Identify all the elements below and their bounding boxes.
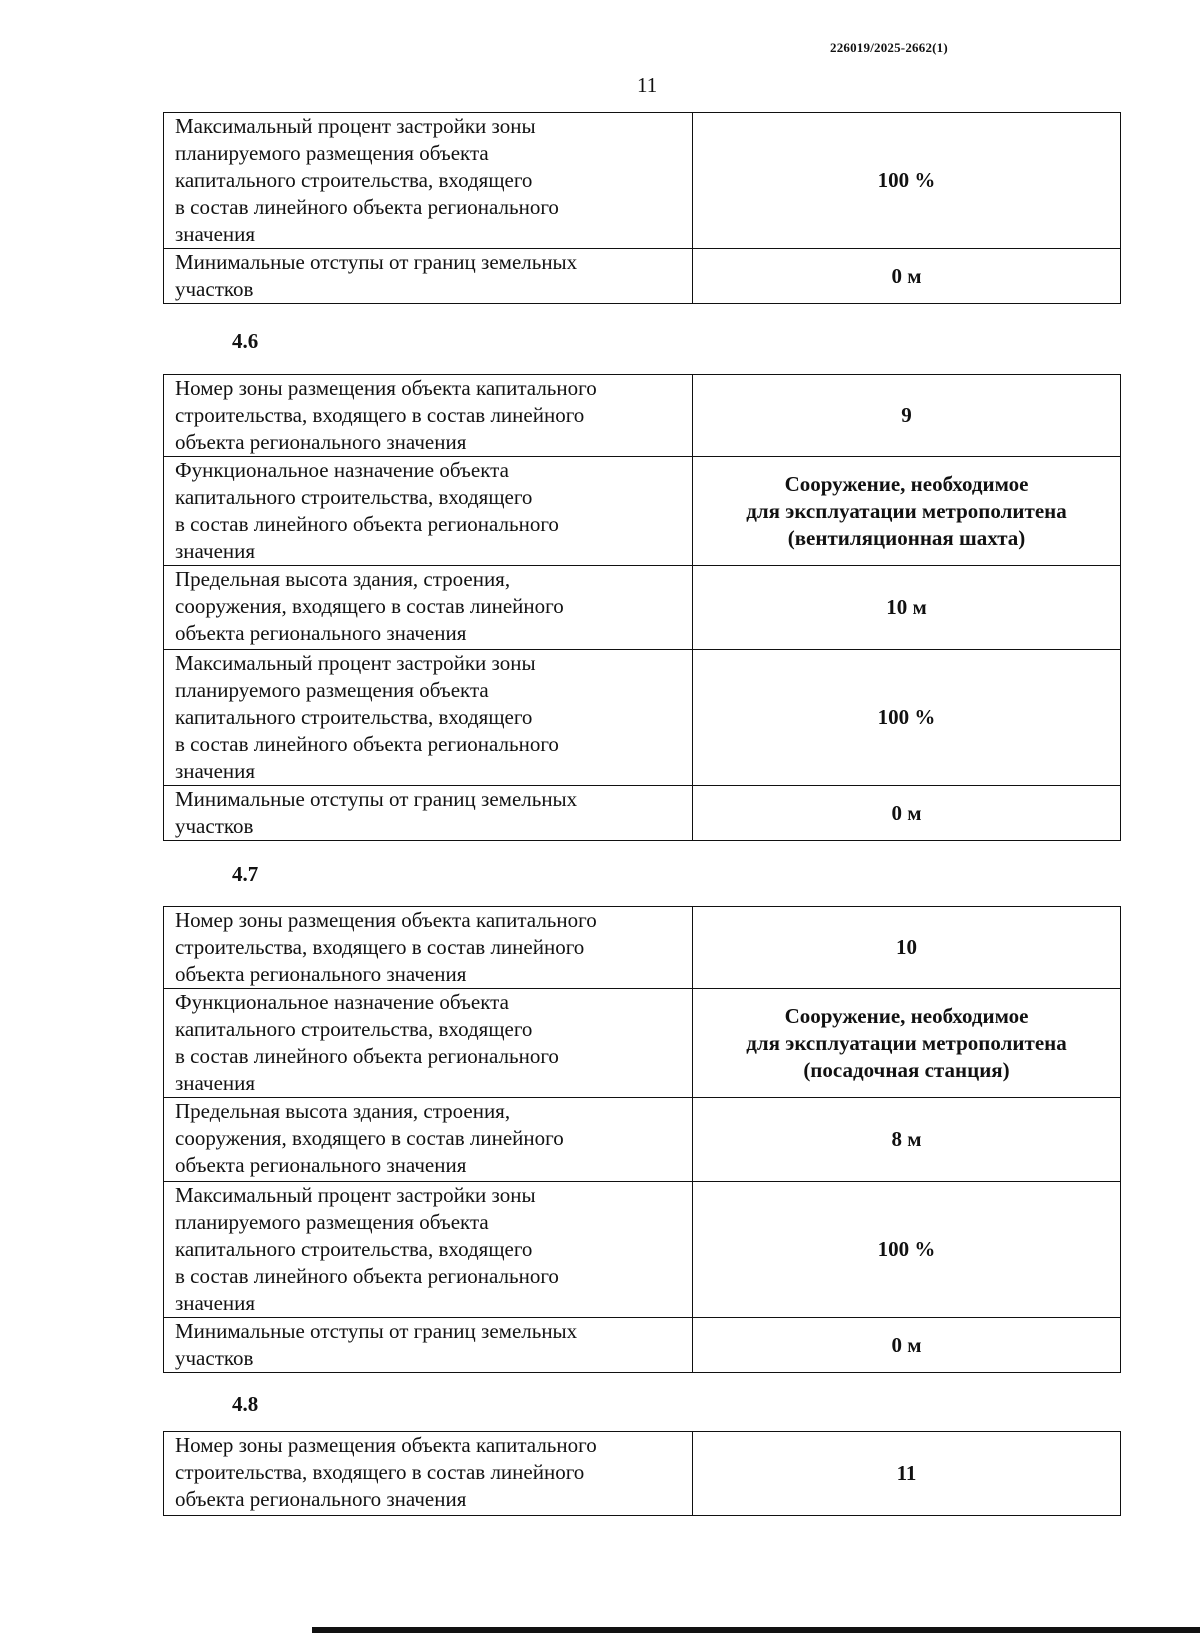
row-label: Максимальный процент застройки зоны планируемого размещения объекта капитального строительства, входящего в состав линейного объекта регионального значения [164,113,693,249]
row-value: 10 [693,907,1121,989]
row-label: Номер зоны размещения объекта капитального строительства, входящего в состав линейного объекта регионального значения [164,907,693,989]
table-row [164,1182,1121,1318]
row-label: Номер зоны размещения объекта капитального строительства, входящего в состав линейного объекта регионального значения [164,375,693,457]
row-value: 0 м [693,786,1121,841]
table-row [164,375,1121,457]
parameters-table-continuation [163,112,1121,304]
row-value: 100 % [693,1182,1121,1318]
parameters-table-4-6 [163,374,1121,841]
table-row [164,989,1121,1098]
row-value: 9 [693,375,1121,457]
parameters-table-4-8 [163,1431,1121,1516]
row-value: 10 м [693,566,1121,650]
row-label: Номер зоны размещения объекта капитального строительства, входящего в состав линейного объекта регионального значения [164,1432,693,1516]
parameters-table-4-7 [163,906,1121,1373]
row-value: 100 % [693,113,1121,249]
row-value: 8 м [693,1098,1121,1182]
table-row [164,566,1121,650]
row-label: Минимальные отступы от границ земельных участков [164,1318,693,1373]
row-value: 11 [693,1432,1121,1516]
table-row [164,650,1121,786]
document-number: 226019/2025-2662(1) [830,40,948,55]
row-value: Сооружение, необходимое для эксплуатации метрополитена (вентиляционная шахта) [693,457,1121,566]
table-row [164,907,1121,989]
row-label: Минимальные отступы от границ земельных участков [164,249,693,304]
row-label: Функциональное назначение объекта капитального строительства, входящего в состав линейного объекта регионального значения [164,989,693,1098]
table-row [164,457,1121,566]
section-heading-4-8: 4.8 [232,1392,259,1416]
row-value: 0 м [693,249,1121,304]
table-row [164,786,1121,841]
row-label: Предельная высота здания, строения, сооружения, входящего в состав линейного объекта регионального значения [164,1098,693,1182]
row-value: Сооружение, необходимое для эксплуатации метрополитена (посадочная станция) [693,989,1121,1098]
page-number: 11 [637,73,658,97]
section-heading-4-6: 4.6 [232,329,259,353]
page-bottom-rule [312,1627,1200,1633]
table-row [164,1432,1121,1516]
table-row [164,1098,1121,1182]
row-value: 0 м [693,1318,1121,1373]
row-label: Максимальный процент застройки зоны планируемого размещения объекта капитального строительства, входящего в состав линейного объекта регионального значения [164,1182,693,1318]
row-label: Функциональное назначение объекта капитального строительства, входящего в состав линейного объекта регионального значения [164,457,693,566]
table-row [164,249,1121,304]
row-value: 100 % [693,650,1121,786]
section-heading-4-7: 4.7 [232,862,259,886]
row-label: Минимальные отступы от границ земельных участков [164,786,693,841]
row-label: Максимальный процент застройки зоны планируемого размещения объекта капитального строительства, входящего в состав линейного объекта регионального значения [164,650,693,786]
table-row [164,1318,1121,1373]
row-label: Предельная высота здания, строения, сооружения, входящего в состав линейного объекта регионального значения [164,566,693,650]
table-row [164,113,1121,249]
